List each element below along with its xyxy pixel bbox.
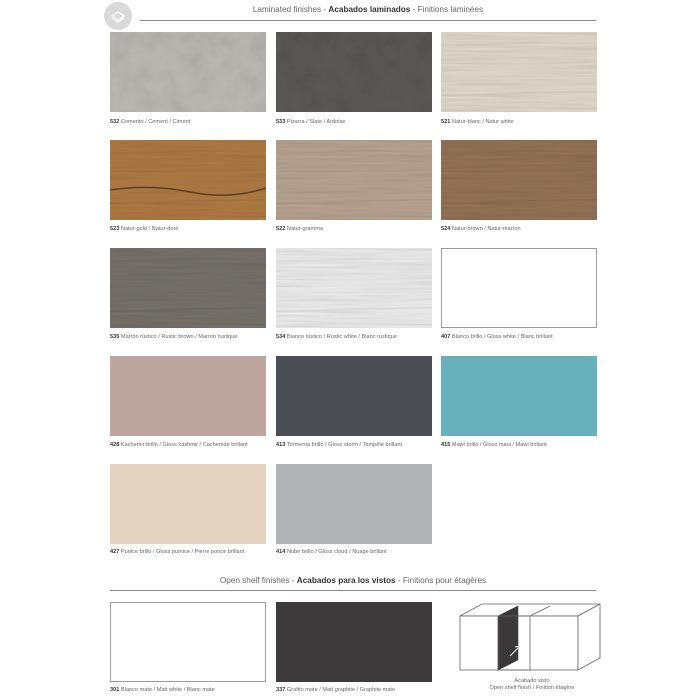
- swatch-label: Tormenta brillo / Gloss storm / Tempête brillant: [286, 442, 403, 448]
- swatch-532: [110, 32, 266, 112]
- caption-407: [441, 333, 611, 341]
- swatch-415: [441, 356, 597, 436]
- caption-534: [276, 333, 446, 341]
- header-sep: -: [395, 576, 403, 585]
- swatch-label: Punice brillo / Gloss pumice / Pierre ponce brillant: [120, 549, 245, 555]
- header-sep: -: [289, 576, 297, 585]
- swatch-code: 337: [276, 687, 286, 693]
- swatch-label: Natur-gramma: [286, 226, 323, 232]
- swatch-label: Cemento / Cement / Ciment: [120, 119, 191, 125]
- swatch-533: [276, 32, 432, 112]
- swatch-code: 427: [110, 549, 120, 555]
- swatch-524: [441, 140, 597, 220]
- swatch-label: Blanco mate / Matt white / Blanc mate: [120, 687, 215, 693]
- swatch-code: 413: [276, 442, 286, 448]
- shelf-caption-line2: Open shelf finish / Finition étagère: [489, 685, 575, 691]
- swatch-428: [110, 356, 266, 436]
- shelf-illustration-caption: [462, 678, 602, 692]
- header-en: Laminated finishes: [252, 5, 322, 14]
- caption-533: [276, 118, 446, 126]
- header-es: Acabados laminados: [328, 5, 411, 14]
- caption-413: [276, 441, 446, 449]
- swatch-label: Mawi brillo / Gloss maui / Mawi brillant: [451, 442, 547, 448]
- header-fr: Finitions laminées: [417, 5, 484, 14]
- swatch-label: Natur-gold / Natur-doré: [120, 226, 179, 232]
- swatch-407: [441, 248, 597, 328]
- swatch-label: Pizarra / Slate / Ardoise: [286, 119, 346, 125]
- swatch-code: 524: [441, 226, 451, 232]
- swatch-code: 301: [110, 687, 120, 693]
- swatch-label: Blanco brillo / Gloss white / Blanc brillant: [451, 334, 553, 340]
- swatch-code: 535: [110, 334, 120, 340]
- swatch-code: 534: [276, 334, 286, 340]
- swatch-code: 415: [441, 442, 451, 448]
- laminated-finishes-header: [140, 0, 596, 21]
- swatch-code: 533: [276, 119, 286, 125]
- swatch-label: Natur-brown / Natur-marron: [451, 226, 521, 232]
- caption-428: [110, 441, 280, 449]
- caption-427: [110, 548, 280, 556]
- swatch-label: Nube brillo / Gloss cloud / Nuage brillant: [286, 549, 387, 555]
- swatch-337: [276, 602, 432, 682]
- caption-535: [110, 333, 280, 341]
- swatch-code: 428: [110, 442, 120, 448]
- swatch-label: Marrón rústico / Rustic brown / Marron rustique: [120, 334, 238, 340]
- swatch-code: 407: [441, 334, 451, 340]
- swatch-label: Kachemir brillo / Gloss kashmir / Cachemire brillant: [120, 442, 248, 448]
- caption-337: [276, 686, 446, 694]
- caption-524: [441, 225, 611, 233]
- swatch-523: [110, 140, 266, 220]
- header-fr: Finitions pour étagères: [402, 576, 487, 585]
- swatch-code: 532: [110, 119, 120, 125]
- swatch-label: Grafito mate / Matt graphite / Graphite mate: [286, 687, 396, 693]
- swatch-414: [276, 464, 432, 544]
- caption-414: [276, 548, 446, 556]
- shelf-caption-line1: Acabado visto: [514, 678, 550, 684]
- swatch-label: Blanco rústico / Rustic white / Blanc rustique: [286, 334, 397, 340]
- swatch-code: 414: [276, 549, 286, 555]
- caption-521: [441, 118, 611, 126]
- brand-logo-icon: [104, 2, 132, 30]
- swatch-413: [276, 356, 432, 436]
- open-shelf-illustration: [454, 602, 604, 676]
- caption-301: [110, 686, 280, 694]
- caption-415: [441, 441, 611, 449]
- swatch-code: 521: [441, 119, 451, 125]
- header-es: Acabados para los vistos: [296, 576, 396, 585]
- caption-523: [110, 225, 280, 233]
- swatch-522: [276, 140, 432, 220]
- swatch-code: 522: [276, 226, 286, 232]
- swatch-301: [110, 602, 266, 682]
- header-sep: -: [410, 5, 418, 14]
- swatch-521: [441, 32, 597, 112]
- header-sep: -: [321, 5, 329, 14]
- swatch-427: [110, 464, 266, 544]
- swatch-label: Natur-blanc / Natur white: [451, 119, 514, 125]
- caption-522: [276, 225, 446, 233]
- swatch-535: [110, 248, 266, 328]
- open-shelf-finishes-header: [110, 572, 596, 591]
- header-en: Open shelf finishes: [219, 576, 290, 585]
- swatch-code: 523: [110, 226, 120, 232]
- caption-532: [110, 118, 280, 126]
- swatch-534: [276, 248, 432, 328]
